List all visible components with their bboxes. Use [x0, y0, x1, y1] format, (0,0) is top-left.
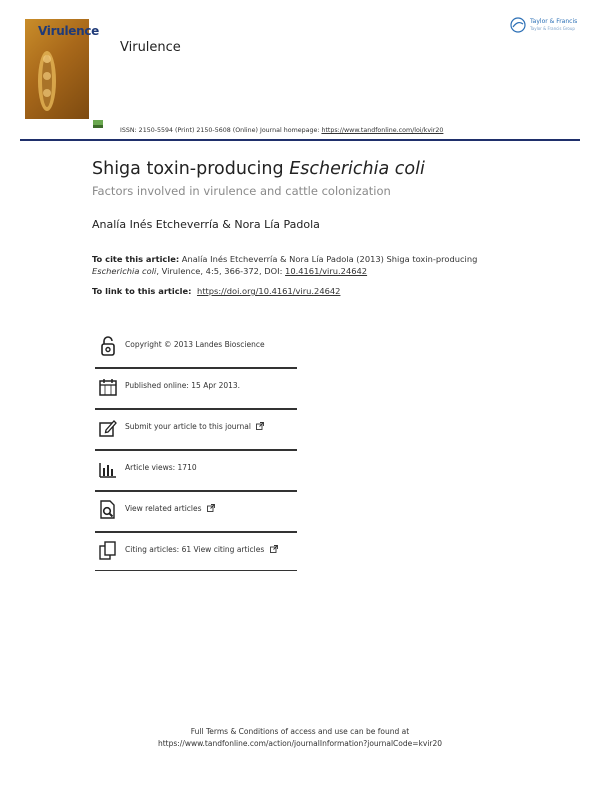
crossmark-icon[interactable]	[93, 120, 103, 128]
cover-journal-title: Virulence	[38, 24, 99, 38]
article-title-italic: Escherichia coli	[289, 159, 425, 179]
article-views-text: Article views: 1710	[125, 463, 197, 472]
views-row	[95, 449, 297, 489]
journal-name: Virulence	[120, 40, 181, 55]
bar-chart-icon	[99, 459, 117, 479]
citing-documents-icon	[99, 541, 117, 561]
related-articles-text: View related articles	[125, 504, 202, 513]
copyright-text: Copyright © 2013 Landes Bioscience	[125, 340, 265, 349]
search-document-icon	[99, 500, 117, 520]
row-divider	[95, 408, 297, 410]
published-row	[95, 367, 297, 407]
issn-line	[120, 127, 443, 134]
calendar-icon	[99, 377, 117, 397]
row-divider	[95, 531, 297, 533]
publisher-logo[interactable]	[510, 16, 585, 38]
external-link-icon	[207, 504, 215, 512]
published-text: Published online: 15 Apr 2013.	[125, 381, 241, 390]
open-access-lock-icon	[99, 336, 117, 356]
cover-illustration	[25, 41, 89, 119]
row-divider	[95, 449, 297, 451]
citation-text-2: , Virulence, 4:5, 366-372, DOI:	[156, 265, 286, 276]
footer-terms-url[interactable]: https://www.tandfonline.com/action/journalInformation?journalCode=kvir20	[157, 739, 443, 748]
submit-article-text: Submit your article to this journal	[125, 422, 251, 431]
related-row[interactable]	[95, 490, 297, 530]
footer-terms-text: Full Terms & Conditions of access and use can be found at	[190, 727, 410, 736]
citing-articles-text: Citing articles: 61 View citing articles	[125, 545, 265, 554]
article-title	[92, 159, 425, 179]
journal-homepage-link[interactable]: https://www.tandfonline.com/loi/kvir20	[321, 127, 444, 134]
copyright-row	[95, 326, 297, 366]
article-doi-url[interactable]: https://doi.org/10.4161/viru.24642	[196, 286, 341, 296]
header-divider	[20, 139, 580, 141]
citation-block	[92, 254, 502, 277]
row-divider	[95, 367, 297, 369]
related-articles-link[interactable]	[125, 504, 215, 513]
article-title-text: Shiga toxin-producing	[92, 159, 290, 179]
submit-article-link[interactable]	[125, 422, 264, 431]
row-divider-bottom	[95, 570, 297, 572]
citation-label: To cite this article:	[92, 254, 180, 264]
publisher-group: Taylor & Francis Group	[530, 26, 575, 31]
external-link-icon	[270, 545, 278, 553]
external-link-icon	[256, 422, 264, 430]
article-authors: Analía Inés Etcheverría & Nora Lía Padola	[92, 218, 320, 231]
issn-text: ISSN: 2150-5594 (Print) 2150-5608 (Online) Journal homepage:	[120, 127, 322, 134]
citing-articles-link[interactable]	[125, 545, 278, 554]
article-link-line	[92, 286, 340, 296]
article-link-label: To link to this article:	[92, 286, 195, 296]
citation-text-italic: Escherichia coli	[92, 265, 157, 276]
publisher-name: Taylor & Francis	[530, 18, 578, 25]
edit-icon	[99, 418, 117, 438]
citation-doi-link[interactable]: 10.4161/viru.24642	[285, 265, 368, 276]
citation-text-1: Analía Inés Etcheverría & Nora Lía Padola (2013) Shiga toxin-producing	[179, 254, 478, 264]
row-divider	[95, 490, 297, 492]
article-subtitle: Factors involved in virulence and cattle colonization	[92, 184, 391, 198]
citing-row[interactable]	[95, 531, 297, 571]
submit-row[interactable]	[95, 408, 297, 448]
publisher-logo-icon	[510, 17, 526, 33]
